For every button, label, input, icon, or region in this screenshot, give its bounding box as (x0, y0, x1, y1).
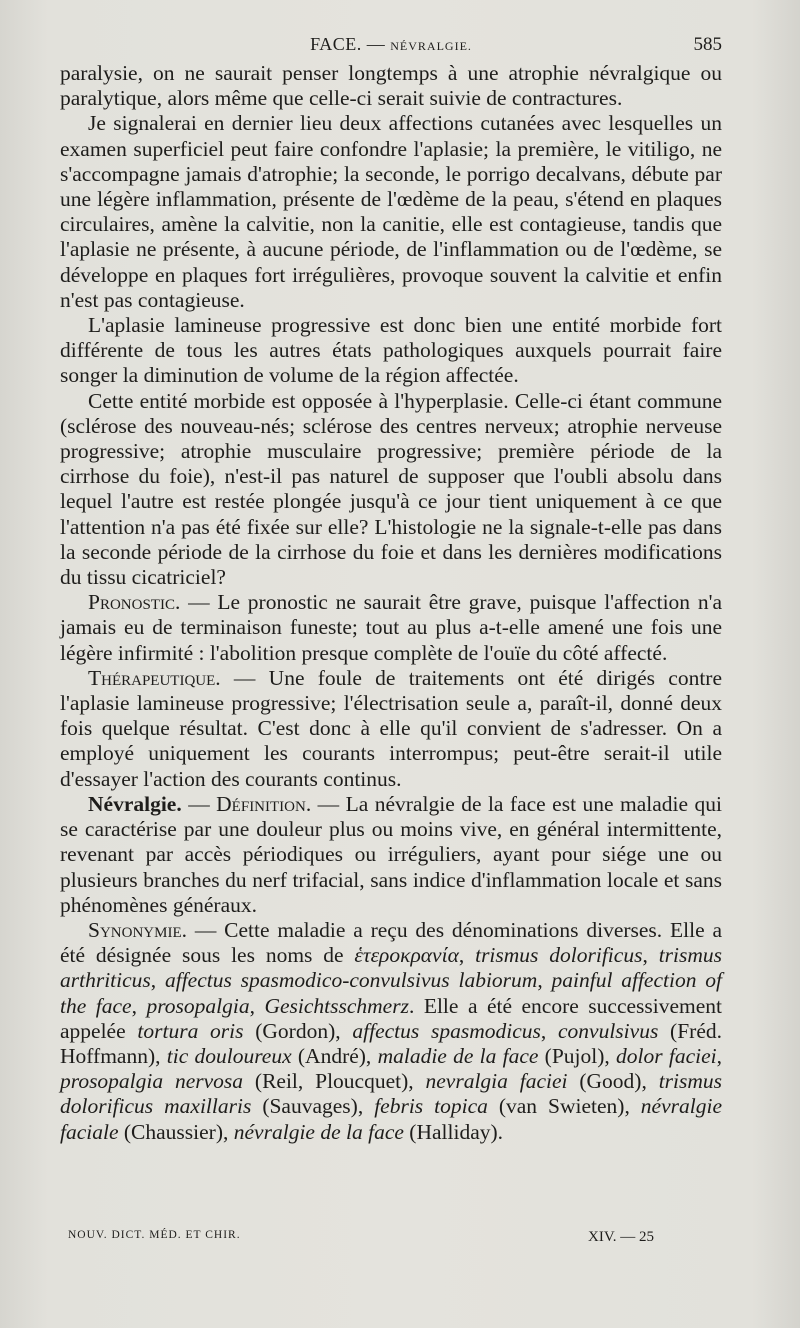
synonym-term: affectus spasmodicus (352, 1018, 541, 1043)
synonymie-author: (Halliday). (403, 1119, 504, 1144)
synonymie-author: (Chaussier), (118, 1119, 234, 1144)
header-title-main: FACE. (310, 34, 362, 54)
synonymie-author: (Fréd. Hoffmann), (60, 1018, 722, 1068)
synonymie-author: (André), (291, 1043, 378, 1068)
synonymie-sep: , (540, 1018, 558, 1043)
section-heading-synonymie: Synonymie. (88, 917, 187, 942)
section-heading-therapeutique: Thérapeutique. (88, 665, 221, 690)
synonymie-sep: , (150, 968, 165, 993)
paragraph-synonymie (60, 918, 722, 1145)
paragraph-hyperplasie: Cette entité morbide est opposée à l'hyperplasie. Celle-ci étant commune (sclérose des nouveau-nés; sclérose des centres nerveux; atrophie nerveuse progressive; atrophie musculaire progressive; première période de la cirrhose du foie), n'est-il pas naturel de supposer que l'oubli absolu dans lequel l'autre est restée plongée jusqu'à ce jour tient uniquement à ce que l'attention n'a pas été fixée sur elle? L'histologie ne la signale-t-elle pas dans la seconde période de la cirrhose du foie et dans les dernières modifications du tissu cicatriciel? (60, 388, 722, 590)
synonym-term: tortura oris (137, 1018, 244, 1043)
synonymie-sep: , (537, 968, 552, 993)
synonymie-sep: , (458, 943, 476, 968)
running-header (60, 34, 722, 58)
synonymie-text: . Elle a été encore successivement appelée (60, 993, 723, 1043)
synonymie-author: (Good), (567, 1069, 659, 1094)
synonym-term: maladie de la face (377, 1043, 539, 1068)
article-heading-nevralgie: Névralgie. (88, 791, 182, 816)
synonym-term: trismus dolorificus maxillaris (60, 1069, 723, 1119)
definition-text: — La névralgie de la face est une maladie qui se caractérise par une douleur plus ou moins vive, en général intermittente, revenant par accès périodiques ou irréguliers, ayant pour siége une ou plusieurs branches du nerf trifacial, sans indice d'inflammation locale et sans phénomènes généraux. (60, 791, 722, 917)
synonym-term: névralgie faciale (60, 1094, 722, 1144)
synonym-term: prosopalgia (146, 993, 250, 1018)
synonymie-author: (Reil, Ploucquet), (243, 1069, 426, 1094)
synonym-term: painful affection of the face (60, 968, 722, 1018)
therapeutique-text: — Une foule de traitements ont été dirigés contre l'aplasie lamineuse progressive; l'électrisation seule a, paraît-il, donné deux fois quelque résultat. C'est donc à elle qu'il convient de s'adresser. On a employé uniquement les courants interrompus; peut-être serait-il utile d'essayer l'action des courants continus. (60, 665, 722, 791)
synonymie-sep: , (716, 1043, 722, 1068)
running-title (60, 34, 722, 55)
synonymie-author: (Sauvages), (251, 1094, 375, 1119)
synonymie-author: (Pujol), (538, 1043, 617, 1068)
synonymie-author: (van Swieten), (487, 1094, 641, 1119)
paragraph-pronostic (60, 590, 722, 666)
paragraph-paralysie: paralysie, on ne saurait penser longtemps à une atrophie névralgique ou paralytique, alors même que celle-ci serait suivie de contractures. (60, 61, 722, 111)
synonym-term: Gesichtsschmerz (264, 993, 409, 1018)
nevralgie-dash: — (181, 791, 217, 816)
synonym-term: prosopalgia nervosa (60, 1069, 244, 1094)
synonym-term: affectus spasmodico-convulsivus labiorum (164, 968, 538, 993)
synonym-term: nevralgia faciei (425, 1069, 568, 1094)
synonymie-sep: , (131, 993, 147, 1018)
synonym-term: febris topica (374, 1094, 488, 1119)
synonym-term: dolor faciei (616, 1043, 717, 1068)
synonym-term: convulsivus (558, 1018, 659, 1043)
synonymie-sep: , (642, 943, 659, 968)
page-body (60, 61, 722, 1145)
pronostic-text: — Le pronostic ne saurait être grave, puisque l'affection n'a jamais eu de terminaison funeste; tout au plus a-t-elle amené une fois une légère infirmité : l'abolition presque complète de l'ouïe du côté affecté. (60, 590, 722, 665)
synonym-term: névralgie de la face (233, 1119, 404, 1144)
footer-publication: NOUV. DICT. MÉD. ET CHIR. (68, 1229, 241, 1241)
synonym-greek: ἑτεροκρανία (354, 943, 459, 968)
signature-footer (68, 1229, 722, 1249)
paragraph-aplasie-entite: L'aplasie lamineuse progressive est donc bien une entité morbide fort différente de tous les autres états pathologiques auxquels pourrait faire songer la diminution de volume de la région affectée. (60, 313, 722, 388)
section-heading-pronostic: Pronostic. (88, 590, 181, 615)
synonymie-author: (Gordon), (243, 1018, 353, 1043)
paragraph-nevralgie-definition (60, 792, 722, 918)
header-title-separator: — (361, 34, 391, 54)
paragraph-therapeutique (60, 666, 722, 792)
synonymie-text: — Cette maladie a reçu des dénominations diverses. Elle a été désignée sous les noms de (60, 917, 722, 968)
footer-volume-signature: XIV. — 25 (588, 1229, 654, 1245)
synonym-term: tic douloureux (166, 1043, 292, 1068)
synonym-term: trismus dolorificus (475, 943, 643, 968)
header-title-sub: NÉVRALGIE. (390, 39, 472, 53)
section-heading-definition: Définition. (216, 791, 312, 816)
synonym-term: trismus arthriticus (60, 943, 723, 993)
page-number: 585 (693, 34, 722, 55)
paragraph-affections-cutanees: Je signalerai en dernier lieu deux affections cutanées avec lesquelles un examen superficiel peut faire confondre l'aplasie; la première, le vitiligo, ne s'accompagne jamais d'atrophie; la seconde, le porrigo decalvans, débute par une légère inflammation, présente de l'œdème de la peau, s'étend en plaques circulaires, amène la calvitie, non la canitie, elle est contagieuse, tandis que l'aplasie ne présente, à aucune période, de l'inflammation ou de l'œdème, se développe en plaques fort irrégulières, provoque souvent la calvitie et enfin n'est pas contagieuse. (60, 111, 722, 312)
synonymie-sep: , (249, 993, 265, 1018)
